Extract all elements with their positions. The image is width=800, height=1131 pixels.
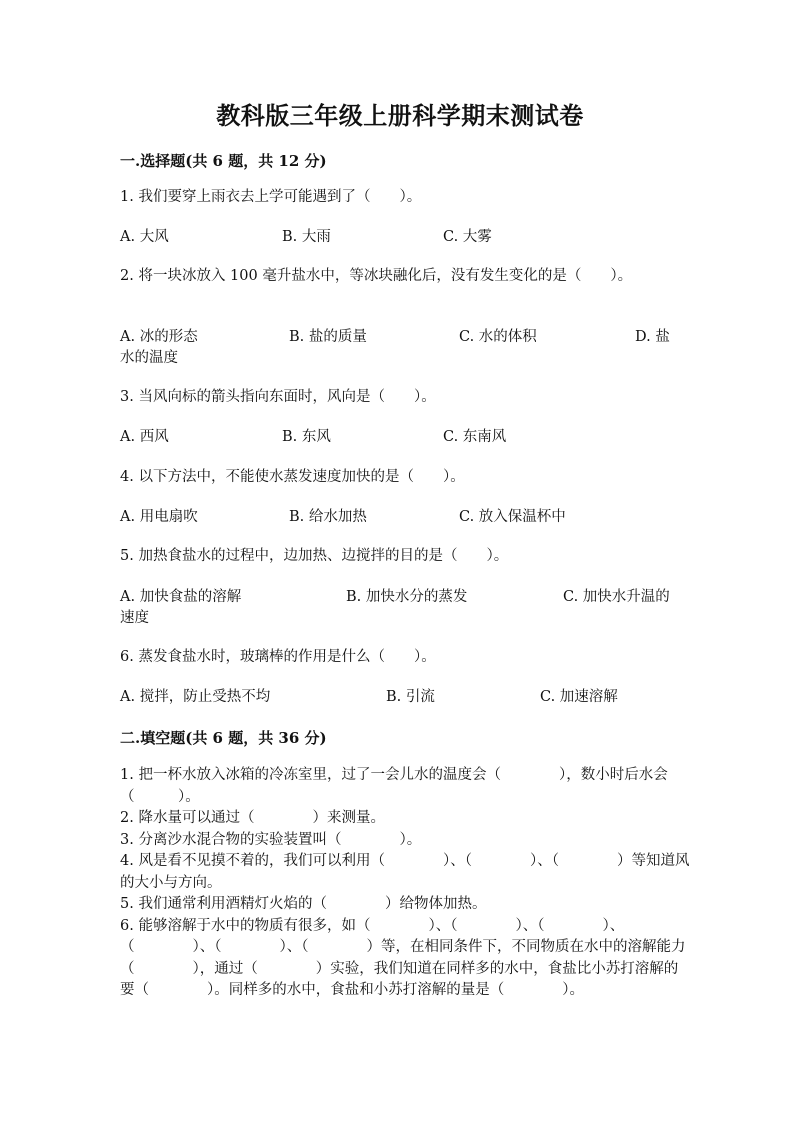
fill-item: 1. 把一杯水放入冰箱的冷冻室里，过了一会儿水的温度会（ ），数小时后水会（ ）。 bbox=[120, 767, 668, 805]
question-text: 1. 我们要穿上雨衣去上学可能遇到了（ ）。 bbox=[120, 189, 422, 205]
section-heading-fill: 二.填空题(共 6 题，共 36 分) bbox=[120, 729, 327, 747]
option-b: B. 东风 bbox=[282, 429, 331, 445]
option-a: A. 加快食盐的溶解 bbox=[120, 589, 242, 605]
option-c: C. 加速溶解 bbox=[540, 689, 618, 705]
question-text: 5. 加热食盐水的过程中，边加热、边搅拌的目的是（ ）。 bbox=[120, 548, 509, 564]
fill-item: 6. 能够溶解于水中的物质有很多，如（ ）、（ ）、（ ）、（ ）、（ ）、（ ）等，在相同条件下，不同物质在水中的溶解能力（ ），通过（ ）实验，我们知道在同样多的水中，食盐比小苏打溶解的要（ ）。同样多的水中，食盐和小苏打溶解的量是（ ）。 bbox=[120, 917, 686, 998]
option-b: B. 给水加热 bbox=[289, 509, 367, 525]
option-c: C. 大雾 bbox=[443, 229, 492, 245]
option-c: C. 东南风 bbox=[443, 429, 507, 445]
option-c-continued: 速度 bbox=[120, 610, 149, 626]
option-c: C. 加快水升温的 bbox=[563, 589, 670, 605]
option-c: C. 水的体积 bbox=[459, 329, 537, 345]
option-a: A. 西风 bbox=[120, 429, 169, 445]
page-title: 教科版三年级上册科学期末测试卷 bbox=[216, 101, 584, 130]
question-text: 3. 当风向标的箭头指向东面时，风向是（ ）。 bbox=[120, 389, 436, 405]
question-options bbox=[120, 587, 680, 629]
question-options bbox=[120, 327, 680, 369]
question-options bbox=[120, 227, 680, 269]
option-b: B. 引流 bbox=[386, 689, 435, 705]
fill-item: 3. 分离沙水混合物的实验装置叫（ ）。 bbox=[120, 831, 422, 848]
option-d-continued: 水的温度 bbox=[120, 350, 178, 366]
option-d: D. 盐 bbox=[635, 329, 670, 345]
option-a: A. 大风 bbox=[120, 229, 169, 245]
fill-item: 2. 降水量可以通过（ ）来测量。 bbox=[120, 810, 385, 826]
option-b: B. 大雨 bbox=[282, 229, 331, 245]
fill-in-questions bbox=[120, 765, 692, 1002]
section-heading-choice: 一.选择题(共 6 题，共 12 分) bbox=[120, 152, 327, 170]
option-b: B. 盐的质量 bbox=[289, 329, 367, 345]
question-options bbox=[120, 507, 680, 549]
question-text: 6. 蒸发食盐水时，玻璃棒的作用是什么（ ）。 bbox=[120, 649, 436, 665]
option-a: A. 用电扇吹 bbox=[120, 509, 198, 525]
option-c: C. 放入保温杯中 bbox=[459, 509, 566, 525]
question-text: 2. 将一块冰放入 100 毫升盐水中，等冰块融化后，没有发生变化的是（ ）。 bbox=[120, 268, 633, 284]
question-text: 4. 以下方法中，不能使水蒸发速度加快的是（ ）。 bbox=[120, 469, 465, 485]
question-options bbox=[120, 687, 680, 729]
fill-item: 4. 风是看不见摸不着的，我们可以利用（ ）、（ ）、（ ）等知道风的大小与方向。 bbox=[120, 853, 690, 891]
question-options bbox=[120, 427, 680, 469]
option-b: B. 加快水分的蒸发 bbox=[346, 589, 468, 605]
option-a: A. 冰的形态 bbox=[120, 329, 198, 345]
fill-item: 5. 我们通常利用酒精灯火焰的（ ）给物体加热。 bbox=[120, 896, 487, 912]
option-a: A. 搅拌，防止受热不均 bbox=[120, 689, 271, 705]
